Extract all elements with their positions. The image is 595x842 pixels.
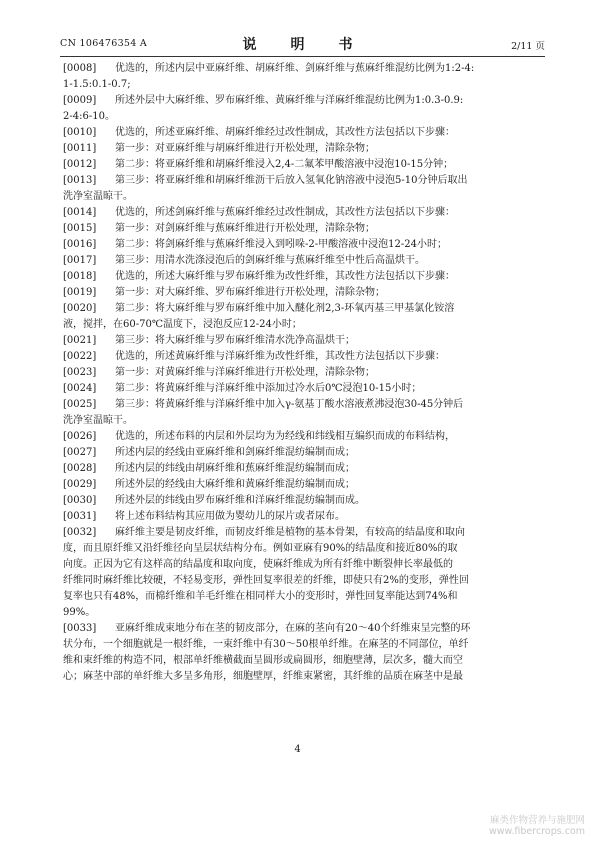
- paragraph: [63, 477, 550, 493]
- paragraph-text: 所述内层的纬线由胡麻纤维和蕉麻纤维混纺编制而成；: [115, 463, 355, 474]
- paragraph-text: 所述外层的纬线由罗布麻纤维和洋麻纤维混纺编制而成。: [115, 495, 365, 506]
- paragraph: [63, 141, 550, 157]
- paragraph-number: [0016]: [63, 239, 97, 250]
- paragraph-number: [0031]: [63, 511, 97, 522]
- paragraph: [63, 525, 550, 541]
- paragraph-number: [0021]: [63, 335, 97, 346]
- paragraph-number: [0008]: [63, 63, 97, 74]
- paragraph-text: 麻纤维主要是韧皮纤维，而韧皮纤维是植物的基本骨架，有较高的结晶度和取向: [115, 527, 465, 538]
- paragraph-text: 第三步：将亚麻纤维和胡麻纤维沥干后放入氢氧化钠溶液中浸泡5-10分钟后取出: [115, 175, 468, 186]
- paragraph-text: 第三步：将黄麻纤维与洋麻纤维中加入γ-氨基丁酸水溶液煮沸浸泡30-45分钟后: [115, 399, 464, 410]
- paragraph-number: [0030]: [63, 495, 97, 506]
- paragraph-number: [0018]: [63, 271, 97, 282]
- paragraph-number: [0020]: [63, 303, 97, 314]
- paragraph-text: 第一步：对亚麻纤维与胡麻纤维进行开松处理，清除杂物；: [115, 143, 375, 154]
- paragraph-continuation-line: 洗净室温晾干。: [63, 415, 133, 426]
- paragraph-text: 优选的，所述黄麻纤维与洋麻纤维为改性纤维，其改性方法包括以下步骤：: [115, 351, 445, 362]
- paragraph-number: [0014]: [63, 207, 97, 218]
- paragraph: [63, 253, 550, 269]
- paragraph-number: [0024]: [63, 383, 97, 394]
- document-title: 说 明 书: [242, 37, 363, 53]
- paragraph-text: 优选的，所述布料的内层和外层均为为经线和纬线相互编织而成的布料结构，: [115, 431, 455, 442]
- paragraph: [63, 93, 550, 109]
- paragraph: [63, 301, 550, 317]
- paragraph-number: [0029]: [63, 479, 97, 490]
- paragraph-text: 第一步：对剑麻纤维与蕉麻纤维进行开松处理，清除杂物；: [115, 223, 375, 234]
- watermark-url: www.fibercrops.com: [488, 826, 585, 837]
- watermark-site-name: 麻类作物营养与施肥网: [489, 815, 585, 826]
- paragraph-number: [0032]: [63, 527, 97, 538]
- paragraph-number: [0012]: [63, 159, 97, 170]
- paragraph: [63, 381, 550, 397]
- paragraph-text: 优选的，所述大麻纤维与罗布麻纤维为改性纤维，其改性方法包括以下步骤：: [115, 271, 455, 282]
- patent-number: CN 106476354 A: [60, 38, 148, 49]
- paragraph-continuation-line: 复率也只有48%，而棉纤维和羊毛纤维在相同样大小的变形时，弹性回复率能达到74%和: [63, 591, 458, 602]
- paragraph: [63, 173, 550, 189]
- paragraph-text: 第二步：将亚麻纤维和胡麻纤维浸入2,4-二氟苯甲酸溶液中浸泡10-15分钟；: [115, 159, 454, 170]
- paragraph-continuation-line: 心；麻茎中部的单纤维大多呈多角形，细胞壁厚，纤维束紧密，其纤维的品质在麻茎中是最: [63, 671, 463, 682]
- paragraph-text: 所述外层中大麻纤维、罗布麻纤维、黄麻纤维与洋麻纤维混纺比例为1:0.3-0.9:: [115, 95, 464, 106]
- paragraph-number: [0027]: [63, 447, 97, 458]
- paragraph-number: [0015]: [63, 223, 97, 234]
- paragraph: [63, 157, 550, 173]
- paragraph-continuation-line: 向度。正因为它有这样高的结晶度和取向度，使麻纤维成为所有纤维中断裂伸长率最低的: [63, 559, 453, 570]
- paragraph-continuation-line: 1-1.5:0.1-0.7;: [63, 79, 131, 90]
- paragraph-text: 亚麻纤维成束地分布在茎的韧皮部分，在麻的茎向有20～40个纤维束呈完整的环: [115, 623, 471, 634]
- description-body: [63, 61, 550, 685]
- paragraph: [63, 237, 550, 253]
- paragraph: [63, 333, 550, 349]
- paragraph-number: [0026]: [63, 431, 97, 442]
- paragraph-text: 优选的，所述内层中亚麻纤维、胡麻纤维、剑麻纤维与蕉麻纤维混纺比例为1:2-4:: [115, 63, 475, 74]
- paragraph: [63, 445, 550, 461]
- paragraph-number: [0028]: [63, 463, 97, 474]
- paragraph-text: 第二步：将黄麻纤维与洋麻纤维中添加过冷水后0℃浸泡10-15小时；: [115, 383, 422, 394]
- paragraph-number: [0025]: [63, 399, 97, 410]
- page-header: [60, 34, 545, 52]
- paragraph-text: 第二步：将大麻纤维与罗布麻纤维中加入醚化剂2,3-环氧丙基三甲基氯化铵溶: [115, 303, 455, 314]
- paragraph-continuation-line: 液，搅拌，在60-70℃温度下，浸泡反应12-24小时；: [63, 319, 302, 330]
- paragraph-continuation-line: 状分布，一个细胞就是一根纤维，一束纤维中有30～50根单纤维。在麻茎的不同部位，单纤: [63, 639, 469, 650]
- paragraph: [63, 349, 550, 365]
- paragraph: [63, 621, 550, 637]
- paragraph-continuation-line: 维和束纤维的构造不同，根部单纤维横截面呈圆形或扁圆形，细胞壁薄，层次多，髓大而空: [63, 655, 463, 666]
- paragraph: [63, 397, 550, 413]
- paragraph-number: [0023]: [63, 367, 97, 378]
- paragraph-text: 将上述布料结构其应用做为婴幼儿的尿片或者尿布。: [115, 511, 345, 522]
- page-indicator: 2/11 页: [511, 41, 545, 52]
- header-rule: [60, 56, 545, 57]
- paragraph: [63, 429, 550, 445]
- paragraph-number: [0033]: [63, 623, 97, 634]
- paragraph-text: 第一步：对大麻纤维、罗布麻纤维进行开松处理，清除杂物；: [115, 287, 385, 298]
- site-watermark: [489, 815, 585, 837]
- paragraph-text: 所述内层的经线由亚麻纤维和剑麻纤维混纺编制而成；: [115, 447, 355, 458]
- paragraph-continuation-line: 99%。: [63, 607, 96, 618]
- paragraph: [63, 461, 550, 477]
- paragraph-continuation-line: 2-4:6-10。: [63, 111, 115, 122]
- paragraph-continuation-line: 纤维同时麻纤维比较硬，不轻易变形，弹性回复率很差的纤维，即使只有2%的变形，弹性回: [63, 575, 469, 586]
- paragraph-number: [0010]: [63, 127, 97, 138]
- paragraph: [63, 509, 550, 525]
- paragraph: [63, 269, 550, 285]
- paragraph: [63, 125, 550, 141]
- paragraph-continuation-line: 洗净室温晾干。: [63, 191, 133, 202]
- paragraph: [63, 365, 550, 381]
- paragraph: [63, 285, 550, 301]
- paragraph-text: 所述外层的经线由大麻纤维和黄麻纤维混纺编制而成；: [115, 479, 355, 490]
- paragraph: [63, 205, 550, 221]
- paragraph-number: [0017]: [63, 255, 97, 266]
- paragraph: [63, 221, 550, 237]
- paragraph-number: [0022]: [63, 351, 97, 362]
- paragraph: [63, 493, 550, 509]
- paragraph-text: 第三步：将大麻纤维与罗布麻纤维清水洗净高温烘干；: [115, 335, 355, 346]
- paragraph-continuation-line: 度，而且原纤维又沿纤维径向呈层状结构分布。例如亚麻有90%的结晶度和接近80%的取: [63, 543, 458, 554]
- paragraph-text: 第一步：对黄麻纤维与洋麻纤维进行开松处理，清除杂物；: [115, 367, 375, 378]
- page-number: 4: [294, 744, 301, 755]
- paragraph-number: [0013]: [63, 175, 97, 186]
- paragraph-text: 第二步：将剑麻纤维与蕉麻纤维浸入到吲哚-2-甲酸溶液中浸泡12-24小时；: [115, 239, 447, 250]
- paragraph-number: [0019]: [63, 287, 97, 298]
- paragraph-text: 优选的，所述剑麻纤维与蕉麻纤维经过改性制成，其改性方法包括以下步骤：: [115, 207, 455, 218]
- paragraph-text: 第三步：用清水洗涤浸泡后的剑麻纤维与蕉麻纤维至中性后高温烘干。: [115, 255, 425, 266]
- paragraph-text: 优选的，所述亚麻纤维、胡麻纤维经过改性制成，其改性方法包括以下步骤：: [115, 127, 455, 138]
- paragraph-number: [0009]: [63, 95, 97, 106]
- paragraph-number: [0011]: [63, 143, 97, 154]
- paragraph: [63, 61, 550, 77]
